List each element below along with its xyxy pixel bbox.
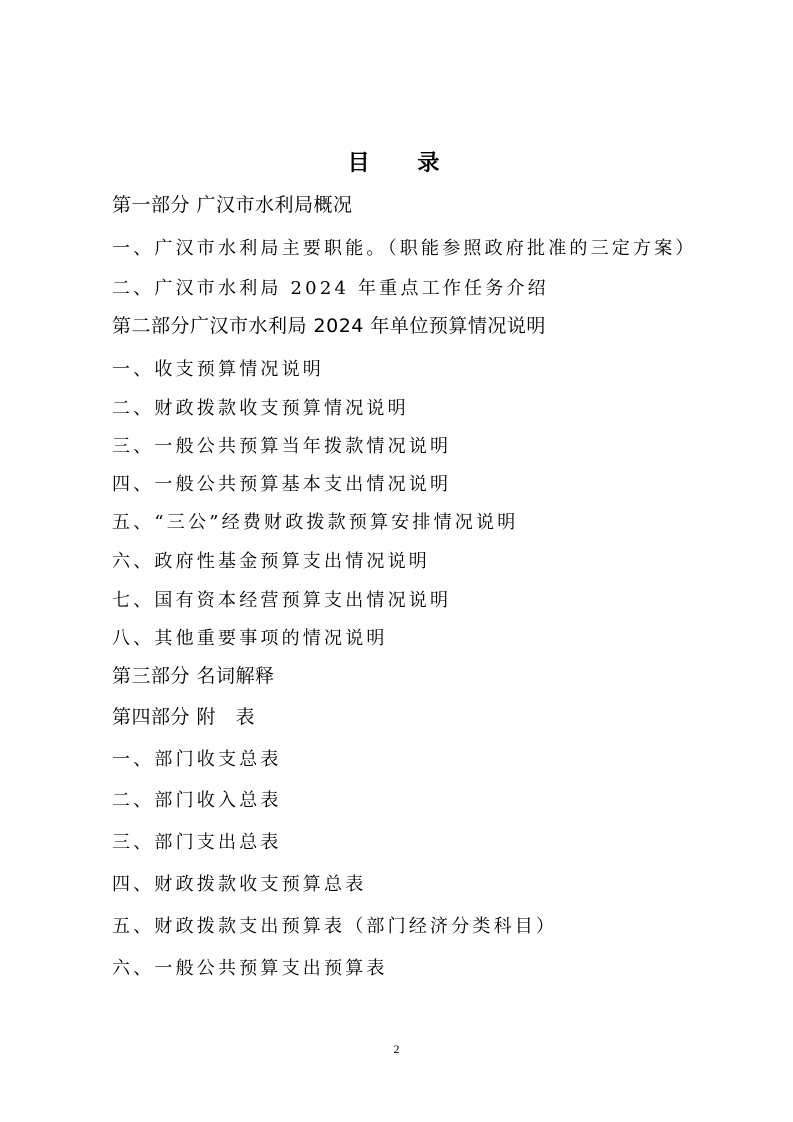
toc-item: 二、部门收入总表 xyxy=(112,790,282,811)
part4-heading: 第四部分 附 表 xyxy=(112,706,256,728)
toc-item: 一、广汉市水利局主要职能。（职能参照政府批准的三定方案） xyxy=(112,238,697,259)
page-number: 2 xyxy=(393,1042,400,1056)
part3-heading: 第三部分 名词解释 xyxy=(112,665,275,687)
toc-item: 四、一般公共预算基本支出情况说明 xyxy=(112,474,452,495)
toc-item: 五、“三公”经费财政拨款预算安排情况说明 xyxy=(112,512,519,533)
toc-item: 二、财政拨款收支预算情况说明 xyxy=(112,398,409,419)
toc-item: 一、收支预算情况说明 xyxy=(112,359,324,380)
part1-heading: 第一部分 广汉市水利局概况 xyxy=(112,194,353,216)
toc-item: 三、一般公共预算当年拨款情况说明 xyxy=(112,436,452,457)
toc-title: 目 录 xyxy=(347,151,460,176)
toc-item: 二、广汉市水利局 2024 年重点工作任务介绍 xyxy=(112,278,549,299)
toc-item: 七、国有资本经营预算支出情况说明 xyxy=(112,590,452,611)
toc-item: 三、部门支出总表 xyxy=(112,832,282,853)
toc-item: 一、部门收支总表 xyxy=(112,749,282,770)
toc-item: 四、财政拨款收支预算总表 xyxy=(112,874,367,895)
part2-heading: 第二部分广汉市水利局 2024 年单位预算情况说明 xyxy=(112,315,546,337)
toc-item: 六、一般公共预算支出预算表 xyxy=(112,958,388,979)
toc-item: 六、政府性基金预算支出情况说明 xyxy=(112,551,430,572)
toc-item: 八、其他重要事项的情况说明 xyxy=(112,628,388,649)
toc-item: 五、财政拨款支出预算表（部门经济分类科目） xyxy=(112,916,558,937)
